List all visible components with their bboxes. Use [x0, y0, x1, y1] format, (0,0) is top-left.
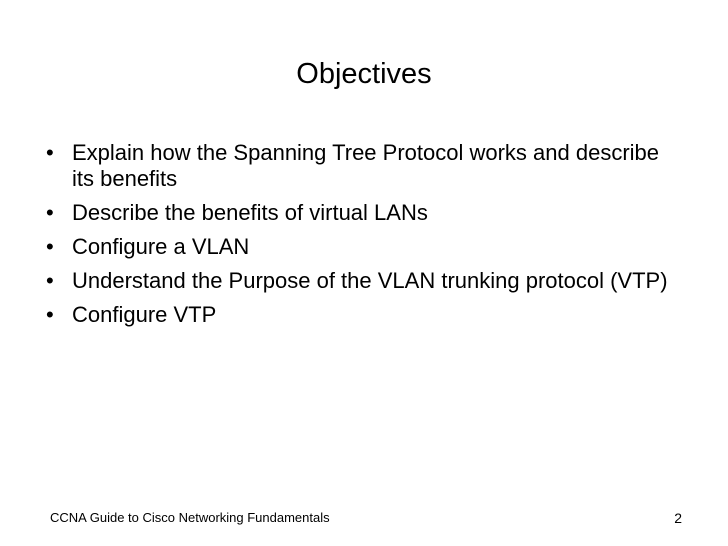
- bullet-item: [46, 302, 686, 328]
- bullet-list: [46, 140, 686, 336]
- slide-title: Objectives: [296, 58, 432, 90]
- bullet-marker: •: [46, 268, 54, 293]
- bullet-text: Explain how the Spanning Tree Protocol works and describe its benefits: [72, 140, 660, 191]
- footer-text: CCNA Guide to Cisco Networking Fundamentals: [50, 510, 330, 525]
- bullet-text: Configure a VLAN: [72, 234, 250, 259]
- bullet-text: Describe the benefits of virtual LANs: [72, 200, 428, 225]
- bullet-item: [46, 234, 686, 260]
- bullet-marker: •: [46, 302, 54, 327]
- page-number: 2: [674, 510, 682, 526]
- bullet-item: [46, 140, 686, 192]
- bullet-item: [46, 268, 686, 294]
- bullet-marker: •: [46, 140, 54, 165]
- bullet-text: Understand the Purpose of the VLAN trunking protocol (VTP): [72, 268, 668, 293]
- bullet-marker: •: [46, 200, 54, 225]
- bullet-text: Configure VTP: [72, 302, 217, 327]
- slide-footer: [50, 508, 682, 528]
- bullet-item: [46, 200, 686, 226]
- bullet-marker: •: [46, 234, 54, 259]
